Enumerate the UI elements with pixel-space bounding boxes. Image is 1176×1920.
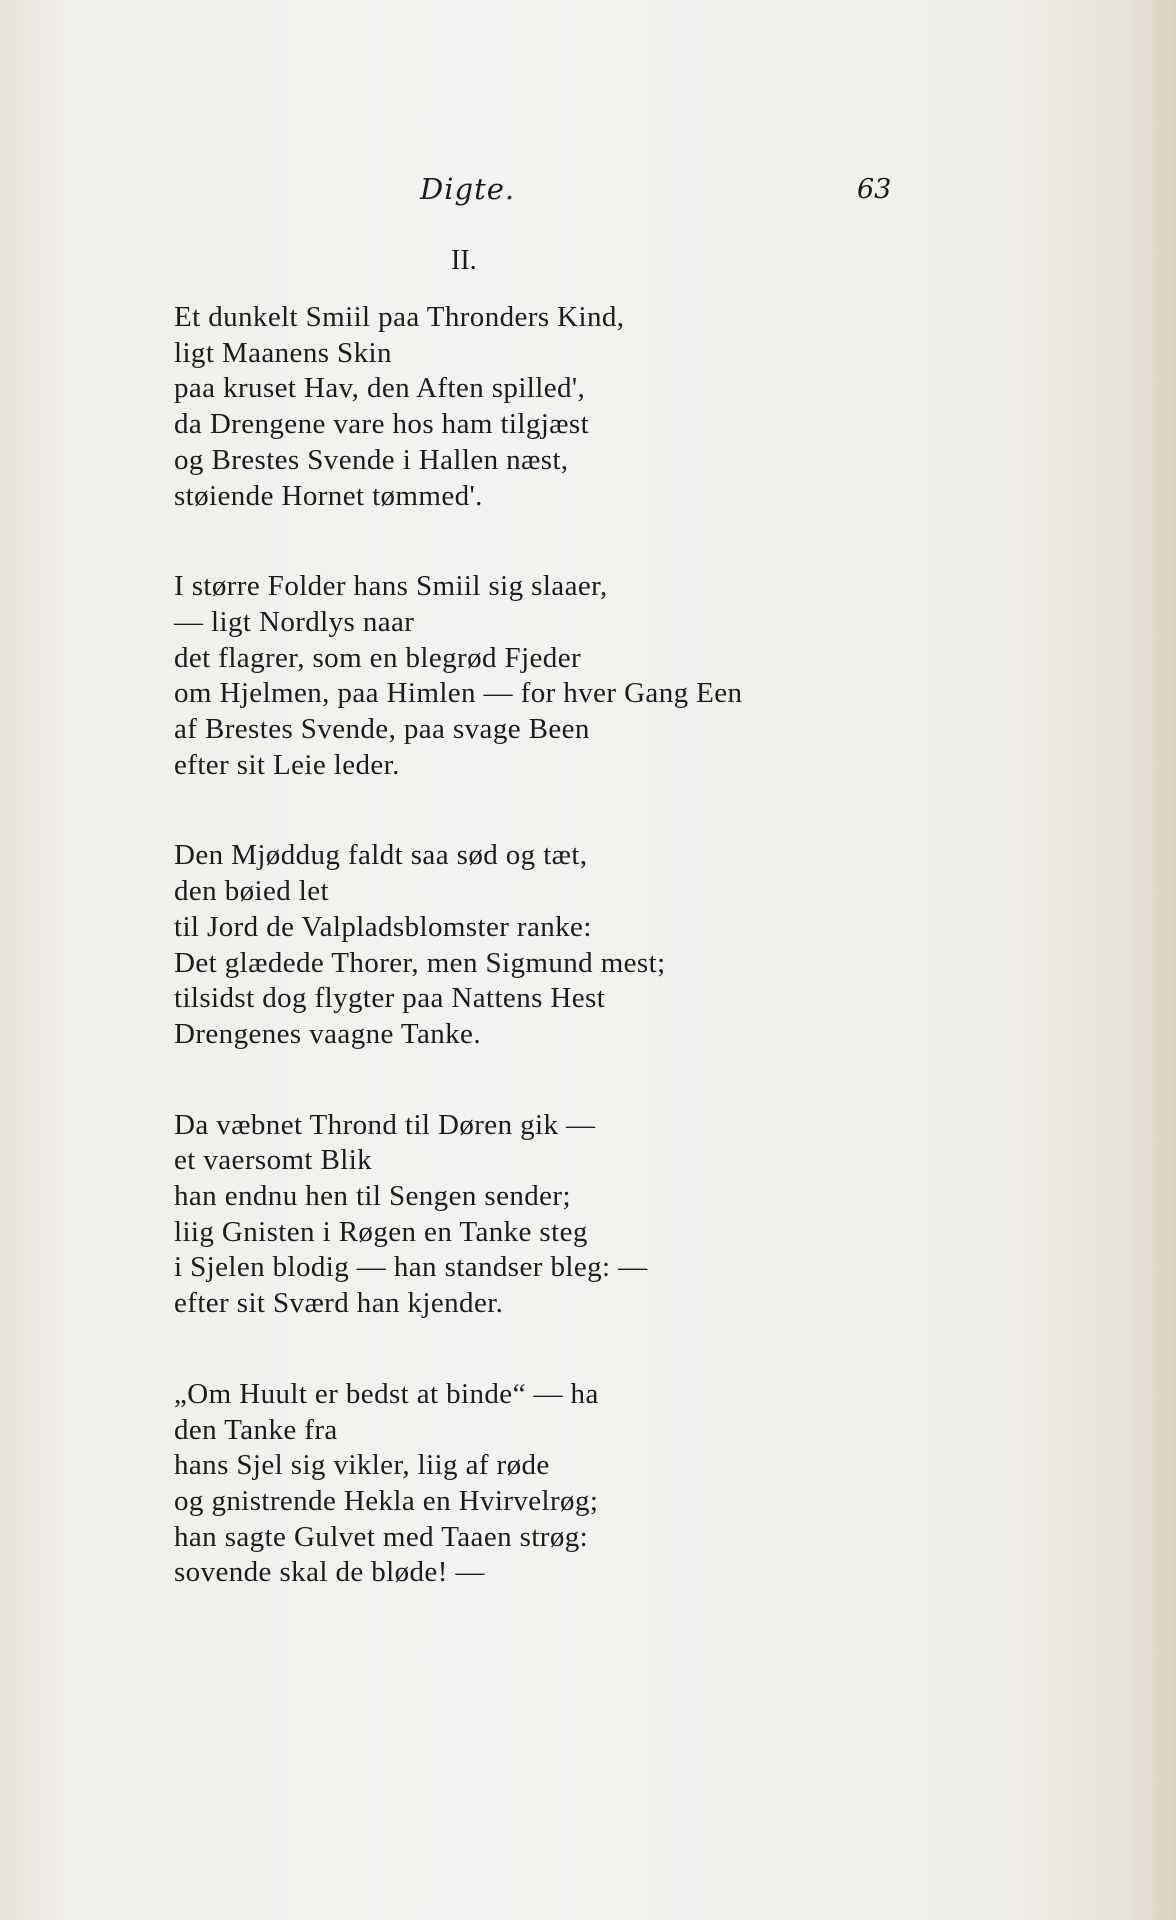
stanza-3: [174, 838, 1074, 1052]
poem-line: paa kruset Hav, den Aften spilled',: [174, 372, 586, 405]
poem-line: Da væbnet Thrond til Døren gik —: [174, 1108, 596, 1141]
page-number: 63: [857, 174, 892, 205]
poem-line: et vaersomt Blik: [174, 1144, 373, 1177]
poem-line: og gnistrende Hekla en Hvirvelrøg;: [174, 1484, 599, 1517]
poem-line: Den Mjøddug faldt saa sød og tæt,: [174, 839, 588, 872]
poem-line: I større Folder hans Smiil sig slaaer,: [174, 570, 608, 603]
poem-line: Drengenes vaagne Tanke.: [174, 1017, 481, 1050]
poem-line: han sagte Gulvet med Taaen strøg:: [174, 1520, 589, 1553]
stanza-4: [174, 1108, 1074, 1322]
stanza-1: [174, 300, 1074, 514]
poem-line: den Tanke fra: [174, 1413, 338, 1446]
poem-line: støiende Hornet tømmed'.: [174, 479, 483, 512]
poem-line: i Sjelen blodig — han standser bleg: —: [174, 1251, 648, 1284]
poem-line: sovende skal de bløde! —: [174, 1556, 485, 1589]
poem-line: tilsidst dog flygter paa Nattens Hest: [174, 982, 606, 1015]
poem-line: af Brestes Svende, paa svage Been: [174, 713, 590, 746]
poem-line: „Om Huult er bedst at binde“ — ha: [174, 1377, 599, 1410]
running-title: Digte.: [420, 172, 516, 206]
poem-line: han endnu hen til Sengen sender;: [174, 1180, 571, 1213]
poem-line: — ligt Nordlys naar: [174, 605, 415, 638]
poem-line: det flagrer, som en blegrød Fjeder: [174, 641, 582, 674]
poem-line: hans Sjel sig vikler, liig af røde: [174, 1449, 550, 1482]
poem-line: da Drengene vare hos ham tilgjæst: [174, 408, 590, 441]
stanza-2: [174, 569, 1074, 783]
poem-line: Det glædede Thorer, men Sigmund mest;: [174, 946, 666, 979]
poem-line: om Hjelmen, paa Himlen — for hver Gang Een: [174, 677, 743, 710]
page-header: [0, 172, 1176, 222]
poem-line: ligt Maanens Skin: [174, 336, 392, 369]
poem-line: efter sit Leie leder.: [174, 748, 400, 781]
poem-line: til Jord de Valpladsblomster ranke:: [174, 910, 592, 943]
poem-body: [174, 300, 1074, 1646]
poem-line: liig Gnisten i Røgen en Tanke steg: [174, 1215, 588, 1248]
section-number: II.: [451, 245, 477, 276]
stanza-5: [174, 1377, 1074, 1591]
poem-line: efter sit Sværd han kjender.: [174, 1287, 504, 1320]
poem-line: den bøied let: [174, 875, 329, 908]
poem-line: Et dunkelt Smiil paa Thronders Kind,: [174, 301, 625, 333]
poem-line: og Brestes Svende i Hallen næst,: [174, 443, 569, 476]
